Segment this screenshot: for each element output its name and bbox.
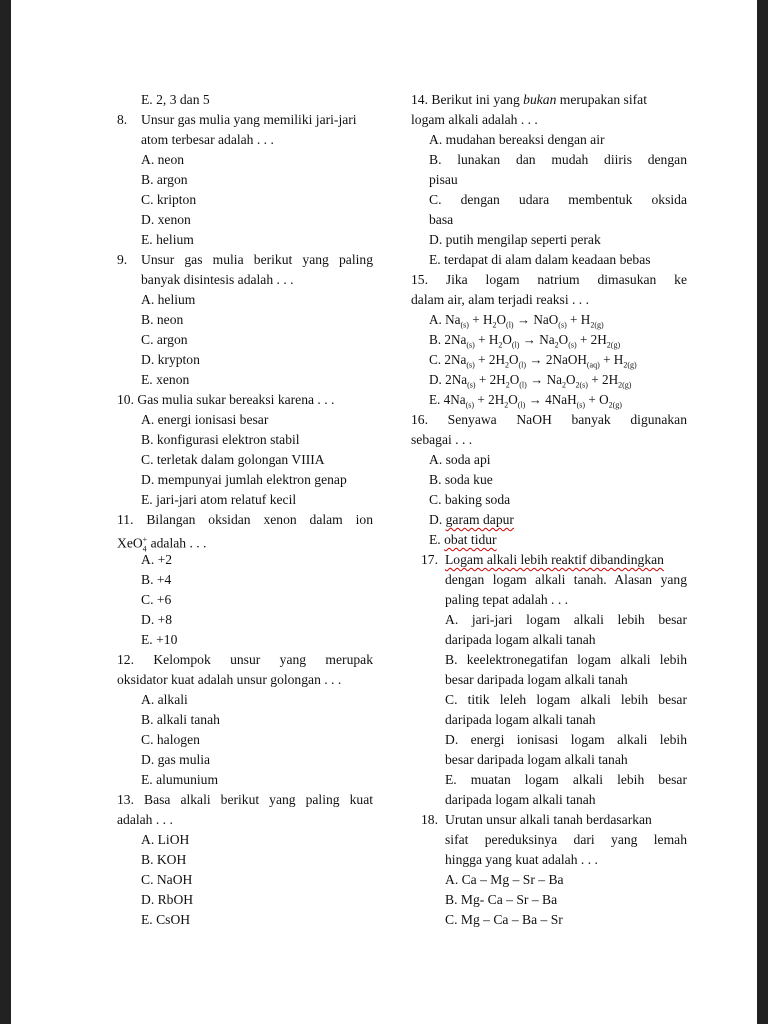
option-e: E. +10 [141,632,178,647]
option-text: besar daripada logam alkali tanah [445,672,628,687]
option-b: B. Mg- Ca – Sr – Ba [445,892,558,907]
option-b: B. neon [141,312,184,327]
question-text: dengan logam alkali tanah. Alasan yang [445,572,687,587]
option-c: C. Mg – Ca – Ba – Sr [445,912,563,927]
option-e: E. obat tidur [429,532,497,547]
option-d: D. garam dapur [429,512,514,527]
option-c: C. terletak dalam golongan VIIIA [141,452,325,467]
option-b: B. alkali tanah [141,712,220,727]
question-8: 8. Unsur gas mulia yang memiliki jari-jari [117,112,357,127]
option-d: D. energi ionisasi logam alkali lebih [445,732,687,747]
question-13: 13. Basa alkali berikut yang paling kuat [117,792,373,807]
option-e: E. alumunium [141,772,219,787]
question-text: dalam air, alam terjadi reaksi . . . [411,292,589,307]
question-text: logam alkali adalah . . . [411,112,538,127]
option-text: E. 2, 3 dan 5 [141,92,210,107]
question-text: banyak disintesis adalah . . . [141,272,294,287]
reaction-option-e: E. $4Na_{(s)} + 2H_2O_{(l)} \to 4NaH_{(s)} + O_{2(g)}$ [429,392,622,410]
question-12: 12. Kelompok unsur yang merupak [117,652,373,667]
option-a: A. helium [141,292,196,307]
option-b: B. lunakan dan mudah diiris dengan [429,152,687,167]
question-9: 9. Unsur gas mulia berikut yang paling [117,252,373,267]
question-text: adalah . . . [117,812,173,827]
option-b: B. keelektronegatifan logam alkali lebih [445,652,687,667]
option-d: D. +8 [141,612,173,627]
option-a: A. Ca – Mg – Sr – Ba [445,872,564,887]
question-14: 14. Berikut ini yang bukan merupakan sifat [411,92,647,107]
option-c: C. dengan udara membentuk oksida [429,192,687,207]
spellcheck-underline: obat tidur [444,532,497,547]
question-text: sifat pereduksinya dari yang lemah [445,832,687,847]
option-d: D. putih mengilap seperti perak [429,232,601,247]
option-a: A. alkali [141,692,188,707]
left-column [117,90,373,930]
option-text: basa [429,212,454,227]
question-text: atom terbesar adalah . . . [141,132,274,147]
question-text: paling tepat adalah . . . [445,592,569,607]
question-11: 11. Bilangan oksidan xenon dalam ion [117,512,373,527]
reaction-option-b: B. $2Na_{(s)} + H_2O_{(l)} \to Na_2O_{(s)} + 2H_{2(g)}$ [429,332,621,350]
option-c: C. kripton [141,192,197,207]
reaction-option-a: A. $Na_{(s)} + H_2O_{(l)} \to NaO_{(s)} + H_{2(g)}$ [429,312,604,330]
option-b: B. konfigurasi elektron stabil [141,432,300,447]
option-text: daripada logam alkali tanah [445,712,596,727]
question-text: XeO$_4$+ adalah . . . [117,535,207,554]
option-a: A. neon [141,152,185,167]
option-e: E. xenon [141,372,190,387]
option-b: B. KOH [141,852,187,867]
question-text: hingga yang kuat adalah . . . [445,852,598,867]
option-text: pisau [429,172,458,187]
reaction-option-c: C. $2Na_{(s)} + 2H_2O_{(l)}$ → 2NaOH$_{(aq)}$ + $H_{2(g)}$ [429,352,637,370]
reaction-option-d: D. $2Na_{(s)} + 2H_2O_{(l)} \to Na_2O_{2(s)} + 2H_{2(g)}$ [429,372,632,390]
question-text: oksidator kuat adalah unsur golongan . . . [117,672,342,687]
option-a: A. mudahan bereaksi dengan air [429,132,605,147]
option-e: E. muatan logam alkali lebih besar [445,772,687,787]
option-a: A. LiOH [141,832,190,847]
option-a: A. jari-jari logam alkali lebih besar [445,612,687,627]
question-17: 17. Logam alkali lebih reaktif dibandingkan [421,552,664,567]
option-a: A. soda api [429,452,491,467]
option-b: B. +4 [141,572,172,587]
option-d: D. xenon [141,212,191,227]
document-page [11,0,757,1024]
option-e: E. terdapat di alam dalam keadaan bebas [429,252,651,267]
option-a: A. energi ionisasi besar [141,412,269,427]
question-15: 15. Jika logam natrium dimasukan ke [411,272,687,287]
option-text: daripada logam alkali tanah [445,792,596,807]
option-text: daripada logam alkali tanah [445,632,596,647]
option-c: C. +6 [141,592,172,607]
option-e: E. helium [141,232,194,247]
question-16: 16. Senyawa NaOH banyak digunakan [411,412,687,427]
option-e: E. jari-jari atom relatuf kecil [141,492,297,507]
question-18: 18. Urutan unsur alkali tanah berdasarkan [421,812,652,827]
option-d: D. krypton [141,352,200,367]
option-c: C. NaOH [141,872,193,887]
option-d: D. mempunyai jumlah elektron genap [141,472,347,487]
option-c: C. argon [141,332,188,347]
option-c: C. titik leleh logam alkali lebih besar [445,692,687,707]
option-c: C. halogen [141,732,200,747]
question-text: sebagai . . . [411,432,473,447]
right-column [411,90,687,930]
option-d: D. gas mulia [141,752,211,767]
question-10: 10. Gas mulia sukar bereaksi karena . . . [117,392,335,407]
option-b: B. soda kue [429,472,493,487]
option-c: C. baking soda [429,492,511,507]
option-a: A. +2 [141,552,173,567]
option-text: besar daripada logam alkali tanah [445,752,628,767]
spellcheck-underline: garam dapur [445,512,514,527]
option-e: E. CsOH [141,912,191,927]
option-d: D. RbOH [141,892,194,907]
option-b: B. argon [141,172,188,187]
